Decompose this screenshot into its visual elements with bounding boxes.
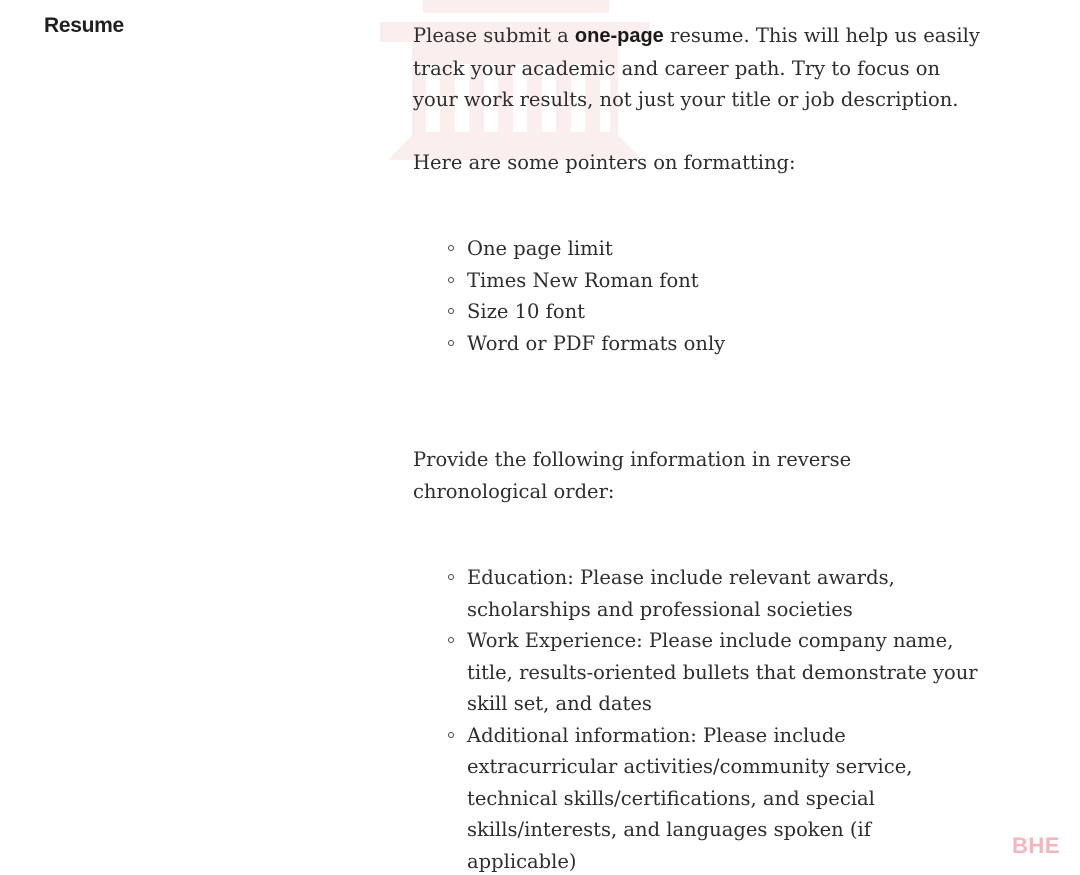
bhe-logo: BHE	[1012, 833, 1060, 858]
one-page-emphasis: one-page	[574, 25, 664, 47]
circle-bullet-icon	[448, 732, 454, 738]
information-list	[413, 562, 983, 875]
formatting-list	[413, 233, 983, 359]
list-item: Education: Please include relevant awards, scholarships and professional societies	[467, 562, 983, 625]
list-item: Times New Roman font	[467, 265, 983, 297]
circle-bullet-icon	[448, 637, 454, 643]
intro-paragraph	[413, 20, 983, 116]
list-item: One page limit	[467, 233, 983, 265]
intro-text-start: Please submit a	[413, 24, 575, 47]
intro-text-end: resume. This will help us easily track your academic and career path. Try to focus on your work results, not just your title or job description.	[413, 24, 980, 111]
list-item: Work Experience: Please include company name, title, results-oriented bullets that demonstrate your skill set, and dates	[467, 625, 983, 720]
reverse-chronological-intro: Provide the following information in reverse chronological order:	[413, 448, 852, 503]
circle-bullet-icon	[448, 574, 454, 580]
list-item: Word or PDF formats only	[467, 328, 983, 360]
list-item: Size 10 font	[467, 296, 983, 328]
formatting-pointers-intro: Here are some pointers on formatting:	[413, 150, 796, 174]
section-heading: Resume	[44, 14, 124, 37]
circle-bullet-icon	[448, 340, 454, 346]
circle-bullet-icon	[448, 277, 454, 283]
list-item: Additional information: Please include extracurricular activities/community service, technical skills/certifications, and special skills/interests, and languages spoken (if applicable)	[467, 720, 983, 875]
circle-bullet-icon	[448, 245, 454, 251]
circle-bullet-icon	[448, 308, 454, 314]
resume-guidelines	[413, 20, 983, 875]
